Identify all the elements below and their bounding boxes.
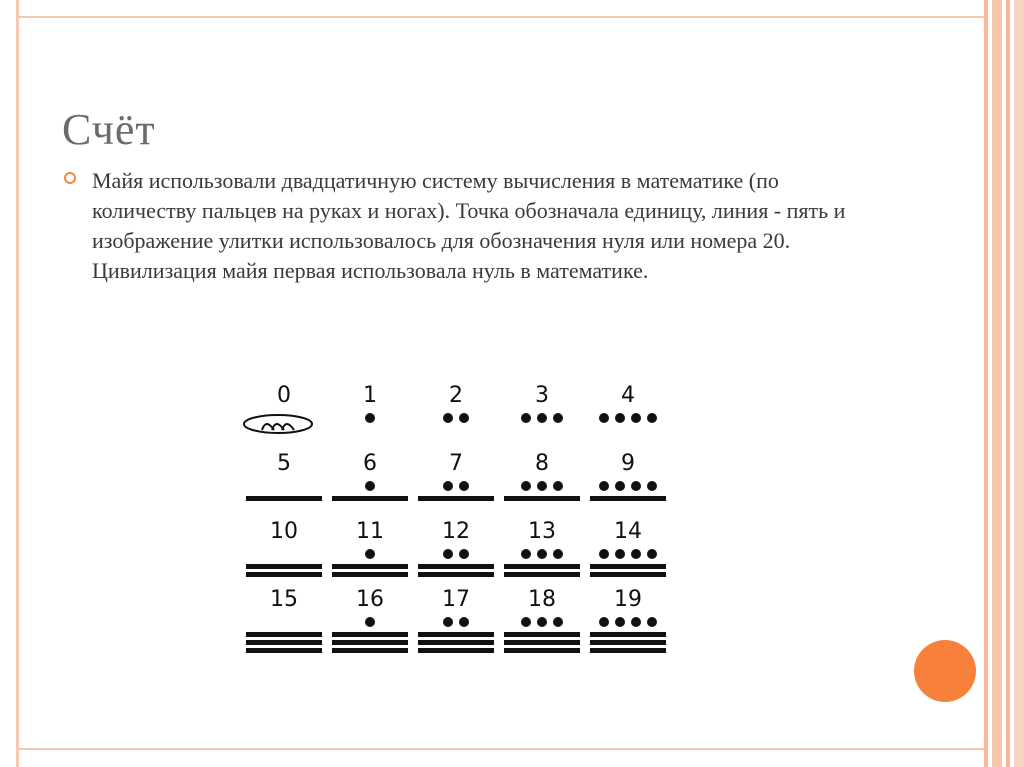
numeral-label: 1 (363, 383, 377, 408)
numeral-label: 14 (614, 519, 642, 544)
right-stripe-2 (992, 0, 1002, 767)
numeral-11 (332, 519, 408, 577)
bar (332, 640, 408, 645)
dot (365, 413, 375, 423)
numeral-18 (504, 587, 580, 653)
dot (647, 481, 657, 491)
dot (521, 481, 531, 491)
dot (615, 413, 625, 423)
dot (553, 413, 563, 423)
numeral-label: 18 (528, 587, 556, 612)
numeral-label: 2 (449, 383, 463, 408)
dot (521, 617, 531, 627)
dot (537, 481, 547, 491)
bar (418, 632, 494, 637)
bar (418, 572, 494, 577)
bar (332, 632, 408, 637)
numeral-label: 10 (270, 519, 298, 544)
dot (459, 413, 469, 423)
dot (615, 549, 625, 559)
bar (504, 572, 580, 577)
bar (504, 496, 580, 501)
dot (521, 549, 531, 559)
numeral-9 (590, 451, 666, 501)
bar (246, 564, 322, 569)
numeral-4 (599, 383, 657, 423)
bar (246, 640, 322, 645)
bar (504, 564, 580, 569)
decorative-circle (914, 640, 976, 702)
dot (521, 413, 531, 423)
dot (599, 481, 609, 491)
bar (504, 640, 580, 645)
top-frame-line (16, 16, 984, 18)
bar (332, 496, 408, 501)
numeral-label: 0 (277, 383, 291, 408)
numeral-label: 17 (442, 587, 470, 612)
numeral-label: 16 (356, 587, 384, 612)
dot (553, 617, 563, 627)
numeral-label: 3 (535, 383, 549, 408)
left-frame-line (16, 0, 19, 767)
dot (631, 617, 641, 627)
numeral-label: 8 (535, 451, 549, 476)
bar (590, 572, 666, 577)
dot (537, 617, 547, 627)
bar (418, 564, 494, 569)
dot (553, 549, 563, 559)
numeral-19 (590, 587, 666, 653)
bar (590, 640, 666, 645)
numeral-12 (418, 519, 494, 577)
numeral-label: 5 (277, 451, 291, 476)
numeral-2 (443, 383, 469, 423)
bar (246, 572, 322, 577)
dot (647, 617, 657, 627)
dot (647, 549, 657, 559)
bar (418, 496, 494, 501)
dot (365, 481, 375, 491)
bar (246, 496, 322, 501)
bar (246, 632, 322, 637)
dot (599, 413, 609, 423)
bar (590, 564, 666, 569)
body-text: Майя использовали двадцатичную систему вычисления в математике (по количеству пальцев на руках и ногах). Точка обозначала единицу, линия - пять и изображение улитки использовалось для обозначения нуля или номера 20. Цивилизация майя первая использовала нуль в математике. (92, 168, 846, 283)
dot (631, 481, 641, 491)
dot (647, 413, 657, 423)
bar (590, 496, 666, 501)
numeral-label: 7 (449, 451, 463, 476)
bar (418, 648, 494, 653)
numeral-label: 9 (621, 451, 635, 476)
right-stripe-4 (1014, 0, 1024, 767)
numeral-15 (246, 587, 322, 653)
bar (418, 640, 494, 645)
dot (631, 549, 641, 559)
numeral-6 (332, 451, 408, 501)
bar (590, 648, 666, 653)
dot (599, 617, 609, 627)
dot (443, 549, 453, 559)
numeral-8 (504, 451, 580, 501)
bar (332, 572, 408, 577)
dot (443, 481, 453, 491)
dot (365, 617, 375, 627)
bar (504, 632, 580, 637)
dot (443, 413, 453, 423)
numeral-16 (332, 587, 408, 653)
dot (365, 549, 375, 559)
bar (504, 648, 580, 653)
numeral-5 (246, 451, 322, 501)
numeral-7 (418, 451, 494, 501)
numeral-label: 19 (614, 587, 642, 612)
bottom-frame-line (16, 748, 984, 750)
dot (459, 481, 469, 491)
numeral-label: 13 (528, 519, 556, 544)
numeral-17 (418, 587, 494, 653)
dot (553, 481, 563, 491)
numeral-13 (504, 519, 580, 577)
numeral-label: 11 (356, 519, 384, 544)
dot (459, 549, 469, 559)
numeral-0 (244, 383, 312, 433)
right-stripe-3 (1006, 0, 1010, 767)
dot (599, 549, 609, 559)
numeral-1 (363, 383, 377, 423)
numeral-3 (521, 383, 563, 423)
numeral-14 (590, 519, 666, 577)
maya-numerals-table (240, 380, 680, 660)
bullet-icon (64, 172, 76, 184)
dot (537, 549, 547, 559)
numeral-10 (246, 519, 322, 577)
dot (615, 481, 625, 491)
dot (631, 413, 641, 423)
dot (459, 617, 469, 627)
numeral-label: 6 (363, 451, 377, 476)
dot (615, 617, 625, 627)
numeral-label: 12 (442, 519, 470, 544)
right-stripe-1 (984, 0, 988, 767)
bar (332, 648, 408, 653)
bar (332, 564, 408, 569)
bar (590, 632, 666, 637)
dot (537, 413, 547, 423)
slide-title: Счёт (62, 105, 156, 154)
dot (443, 617, 453, 627)
numeral-label: 4 (621, 383, 635, 408)
numeral-label: 15 (270, 587, 298, 612)
bar (246, 648, 322, 653)
